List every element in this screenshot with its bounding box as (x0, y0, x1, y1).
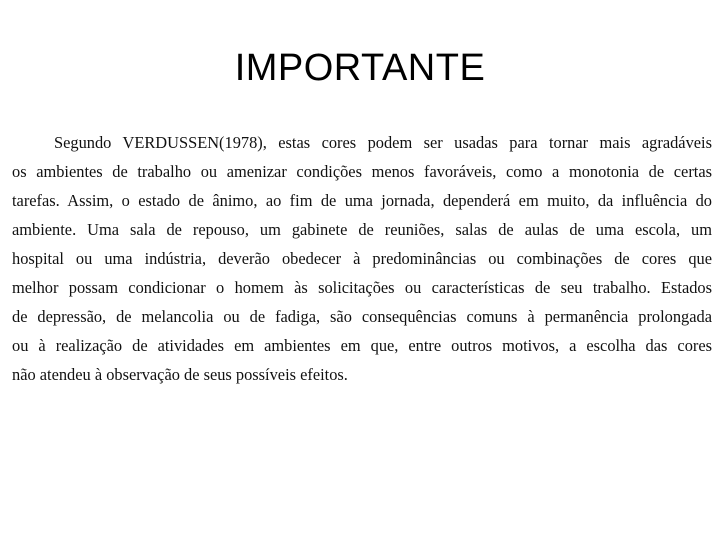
paragraph-line: tarefas. Assim, o estado de ânimo, ao fim de uma jornada, dependerá em muito, da influência do (12, 191, 712, 210)
paragraph-line: Segundo VERDUSSEN(1978), estas cores podem ser usadas para tornar mais agradáveis (54, 133, 712, 152)
paragraph-line: ambiente. Uma sala de repouso, um gabinete de reuniões, salas de aulas de uma escola, um (12, 220, 712, 239)
paragraph-line: de depressão, de melancolia ou de fadiga, são consequências comuns à permanência prolongada (12, 307, 712, 326)
slide-title: IMPORTANTE (234, 47, 486, 89)
body-paragraph (12, 128, 712, 389)
paragraph-line: ou à realização de atividades em ambientes em que, entre outros motivos, a escolha das cores (12, 336, 712, 355)
paragraph-line: melhor possam condicionar o homem às solicitações ou características de seu trabalho. Estados (12, 278, 712, 297)
paragraph-line: não atendeu à observação de seus possíveis efeitos. (12, 365, 348, 384)
paragraph-line: hospital ou uma indústria, deverão obedecer à predominâncias ou combinações de cores que (12, 249, 712, 268)
paragraph-line: os ambientes de trabalho ou amenizar condições menos favoráveis, como a monotonia de certas (12, 162, 712, 181)
